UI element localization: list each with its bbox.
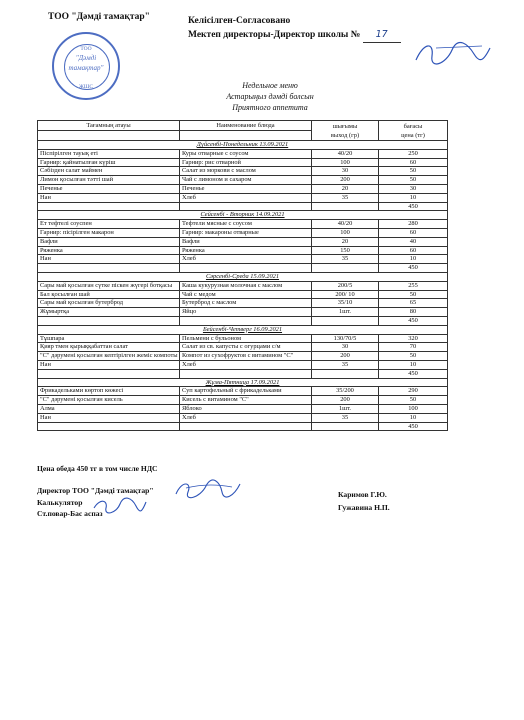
- price-note: Цена обеда 450 тг в том числе НДС: [37, 464, 158, 473]
- accountant-signature: [90, 494, 148, 516]
- dish-yield: 20: [312, 184, 379, 193]
- table-row: [38, 299, 448, 308]
- table-row: [38, 334, 448, 343]
- dish-yield: 200: [312, 352, 379, 361]
- day-title: Сәрсенбі-Среда 15.09.2021: [38, 272, 448, 281]
- total-blank-cell: [312, 369, 379, 378]
- total-blank-cell: [312, 264, 379, 273]
- total-blank-cell: [38, 264, 180, 273]
- total-blank-cell: [180, 264, 312, 273]
- total-blank-cell: [38, 316, 180, 325]
- dish-yield: 20: [312, 237, 379, 246]
- chef-label: Ст.повар-Бас аспаз: [37, 509, 103, 518]
- dish-name-kz: "С" дәрумені қосылған кептірілген жеміс компоты: [38, 352, 180, 361]
- table-row: [38, 308, 448, 317]
- dish-name-ru: Гарнир: макароны отварные: [180, 228, 312, 237]
- dish-name-ru: Хлеб: [180, 360, 312, 369]
- weekly-menu-table: [37, 120, 448, 431]
- menu-title-block: [0, 80, 524, 113]
- total-blank-cell: [38, 422, 180, 431]
- total-blank-cell: [38, 369, 180, 378]
- dish-price: 40: [379, 237, 448, 246]
- dish-name-kz: Жұмыртқа: [38, 308, 180, 317]
- dish-name-ru: Яблоко: [180, 404, 312, 413]
- dish-price: 60: [379, 228, 448, 237]
- dish-name-ru: Салат из моркови с маслом: [180, 167, 312, 176]
- dish-name-ru: Каша кукурузная молочная с маслом: [180, 281, 312, 290]
- header-blank-1: [38, 131, 180, 141]
- header-yield-ru: выход (гр): [330, 132, 360, 139]
- table-row: [38, 184, 448, 193]
- dish-name-kz: Піспірілген тауық еті: [38, 149, 180, 158]
- dish-name-kz: Гарнир: қайнатылған күріш: [38, 158, 180, 167]
- dish-name-kz: Печенье: [38, 184, 180, 193]
- accountant-name: Гужавина Н.П.: [338, 503, 390, 512]
- table-row: [38, 404, 448, 413]
- approval-block: [188, 14, 401, 43]
- stamp-text-line2: тамақтар": [68, 64, 104, 72]
- dish-name-kz: Нан: [38, 255, 180, 264]
- day-total: 450: [379, 202, 448, 211]
- organization-name: ТОО "Дәмді тамақтар": [48, 12, 150, 22]
- dish-yield: 200/ 10: [312, 290, 379, 299]
- dish-name-kz: Сары май қосылған сүтке піскен жүгері ботқасы: [38, 281, 180, 290]
- dish-price: 10: [379, 413, 448, 422]
- menu-body: [38, 141, 448, 431]
- dish-price: 70: [379, 343, 448, 352]
- director-footer-signature: [172, 478, 242, 500]
- dish-name-ru: Ряженка: [180, 246, 312, 255]
- dish-name-ru: Тефтели мясные с соусом: [180, 220, 312, 229]
- dish-yield: 35/200: [312, 387, 379, 396]
- day-total-row: [38, 202, 448, 211]
- table-row: [38, 396, 448, 405]
- dish-name-ru: Чай с медом: [180, 290, 312, 299]
- day-heading-row: [38, 325, 448, 334]
- dish-price: 50: [379, 290, 448, 299]
- table-row: [38, 237, 448, 246]
- total-blank-cell: [180, 316, 312, 325]
- day-total-row: [38, 422, 448, 431]
- dish-yield: 40/20: [312, 220, 379, 229]
- header-price-kz: бағасы: [403, 123, 423, 130]
- dish-name-kz: Лимон қосылған тәтті шай: [38, 176, 180, 185]
- dish-name-ru: Пельмени с бульоном: [180, 334, 312, 343]
- director-line-text: Мектеп директоры-Директор школы №: [188, 30, 361, 40]
- table-row: [38, 387, 448, 396]
- dish-price: 60: [379, 246, 448, 255]
- dish-price: 30: [379, 184, 448, 193]
- dish-price: 290: [379, 387, 448, 396]
- table-row: [38, 246, 448, 255]
- day-total-row: [38, 264, 448, 273]
- dish-name-ru: Хлеб: [180, 255, 312, 264]
- day-heading-row: [38, 378, 448, 387]
- director-label: Директор ТОО "Дәмді тамақтар": [37, 486, 154, 495]
- dish-name-kz: Вафли: [38, 237, 180, 246]
- day-total: 450: [379, 369, 448, 378]
- dish-yield: 1шт.: [312, 308, 379, 317]
- dish-name-kz: Нан: [38, 413, 180, 422]
- stamp-text-line1: "Дәмді: [75, 54, 97, 62]
- dish-name-kz: Нан: [38, 193, 180, 202]
- dish-name-kz: Тұшпара: [38, 334, 180, 343]
- dish-name-ru: Печенье: [180, 184, 312, 193]
- table-row: [38, 360, 448, 369]
- header-yield-kz: шығымы: [332, 123, 358, 130]
- table-row: [38, 290, 448, 299]
- dish-price: 250: [379, 149, 448, 158]
- dish-yield: 35: [312, 413, 379, 422]
- dish-price: 50: [379, 176, 448, 185]
- total-blank-cell: [38, 202, 180, 211]
- header-price: [379, 121, 448, 141]
- dish-price: 320: [379, 334, 448, 343]
- dish-name-kz: Нан: [38, 360, 180, 369]
- director-line: [188, 28, 401, 43]
- table-row: [38, 193, 448, 202]
- dish-yield: 100: [312, 228, 379, 237]
- dish-price: 255: [379, 281, 448, 290]
- dish-name-ru: Хлеб: [180, 413, 312, 422]
- table-row: [38, 167, 448, 176]
- dish-price: 60: [379, 158, 448, 167]
- dish-price: 80: [379, 308, 448, 317]
- dish-yield: 35/10: [312, 299, 379, 308]
- day-title: Жұма-Пятница 17.09.2021: [38, 378, 448, 387]
- table-row: [38, 255, 448, 264]
- stamp-text-bottom: ЖШС: [78, 84, 94, 90]
- dish-price: 10: [379, 255, 448, 264]
- day-total-row: [38, 316, 448, 325]
- table-row: [38, 281, 448, 290]
- dish-yield: 35: [312, 255, 379, 264]
- day-total-row: [38, 369, 448, 378]
- dish-name-ru: Салат из св. капусты с огурцами с/м: [180, 343, 312, 352]
- total-blank-cell: [312, 202, 379, 211]
- dish-yield: 130/70/5: [312, 334, 379, 343]
- table-row: [38, 158, 448, 167]
- dish-price: 10: [379, 360, 448, 369]
- header-name-kz: Тағамның атауы: [38, 121, 180, 131]
- total-blank-cell: [180, 369, 312, 378]
- day-total: 450: [379, 264, 448, 273]
- dish-name-ru: Компот из сухофруктов с витамином "С": [180, 352, 312, 361]
- menu-subtitle-kz: Астарыңыз дәмді болсын: [226, 92, 314, 101]
- table-row: [38, 149, 448, 158]
- accountant-label: Калькулятор: [37, 498, 83, 507]
- dish-yield: 150: [312, 246, 379, 255]
- dish-price: 50: [379, 396, 448, 405]
- day-title: Дүйсенбі-Понедельник 13.09.2021: [38, 141, 448, 150]
- dish-name-kz: "С" дәрумені қосылған кисель: [38, 396, 180, 405]
- dish-yield: 1шт.: [312, 404, 379, 413]
- dish-price: 50: [379, 352, 448, 361]
- day-heading-row: [38, 211, 448, 220]
- dish-name-ru: Кисель с витамином "С": [180, 396, 312, 405]
- day-heading-row: [38, 272, 448, 281]
- dish-yield: 35: [312, 193, 379, 202]
- table-row: [38, 413, 448, 422]
- dish-yield: 40/20: [312, 149, 379, 158]
- menu-title: Недельное меню: [242, 81, 298, 90]
- table-row: [38, 176, 448, 185]
- day-title: Сейсенбі - Вторник 14.09.2021: [38, 211, 448, 220]
- dish-name-kz: Сәбізден салат маймен: [38, 167, 180, 176]
- dish-yield: 35: [312, 360, 379, 369]
- dish-price: 65: [379, 299, 448, 308]
- stamp-text-top: ТОО: [80, 46, 92, 52]
- table-row: [38, 220, 448, 229]
- dish-name-ru: Гарнир: рис отварной: [180, 158, 312, 167]
- dish-price: 10: [379, 193, 448, 202]
- dish-name-ru: Бутерброд с маслом: [180, 299, 312, 308]
- total-blank-cell: [312, 422, 379, 431]
- director-name: Каримов Г.Ю.: [338, 490, 387, 499]
- table-header-row: [38, 121, 448, 131]
- dish-name-kz: Фрикадельками көртоп көжесі: [38, 387, 180, 396]
- header-blank-2: [180, 131, 312, 141]
- dish-yield: 200: [312, 176, 379, 185]
- dish-name-kz: Сары май қосылған бутерброд: [38, 299, 180, 308]
- dish-yield: 100: [312, 158, 379, 167]
- director-signature: [412, 38, 492, 68]
- approval-title: Келісілген-Согласовано: [188, 16, 291, 26]
- dish-name-kz: Ряженка: [38, 246, 180, 255]
- dish-name-kz: Ет тефтелі соуспен: [38, 220, 180, 229]
- dish-name-ru: Яйцо: [180, 308, 312, 317]
- day-heading-row: [38, 141, 448, 150]
- dish-price: 50: [379, 167, 448, 176]
- table-row: [38, 228, 448, 237]
- dish-name-ru: Хлеб: [180, 193, 312, 202]
- day-total: 450: [379, 422, 448, 431]
- table-row: [38, 343, 448, 352]
- dish-name-ru: Суп картофельный с фрикадельками: [180, 387, 312, 396]
- total-blank-cell: [180, 422, 312, 431]
- total-blank-cell: [180, 202, 312, 211]
- dish-name-kz: Алма: [38, 404, 180, 413]
- dish-name-kz: Бал қосылған шай: [38, 290, 180, 299]
- dish-yield: 200/5: [312, 281, 379, 290]
- header-price-ru: цена (тг): [401, 132, 425, 139]
- dish-name-ru: Чай с лимоном и сахаром: [180, 176, 312, 185]
- dish-name-kz: Қияр тмен қырыққабаттан салат: [38, 343, 180, 352]
- table-row: [38, 352, 448, 361]
- day-total: 450: [379, 316, 448, 325]
- school-number: 17: [363, 28, 401, 43]
- day-title: Бейсенбі-Четверг 16.09.2021: [38, 325, 448, 334]
- header-name-ru: Наименование блюда: [180, 121, 312, 131]
- dish-yield: 30: [312, 343, 379, 352]
- dish-price: 280: [379, 220, 448, 229]
- dish-yield: 200: [312, 396, 379, 405]
- menu-subtitle-ru: Приятного аппетита: [232, 103, 308, 112]
- dish-price: 100: [379, 404, 448, 413]
- dish-name-ru: Куры отварные с соусом: [180, 149, 312, 158]
- dish-name-ru: Вафли: [180, 237, 312, 246]
- total-blank-cell: [312, 316, 379, 325]
- header-yield: [312, 121, 379, 141]
- dish-yield: 30: [312, 167, 379, 176]
- dish-name-kz: Гарнир: пісірілген макарон: [38, 228, 180, 237]
